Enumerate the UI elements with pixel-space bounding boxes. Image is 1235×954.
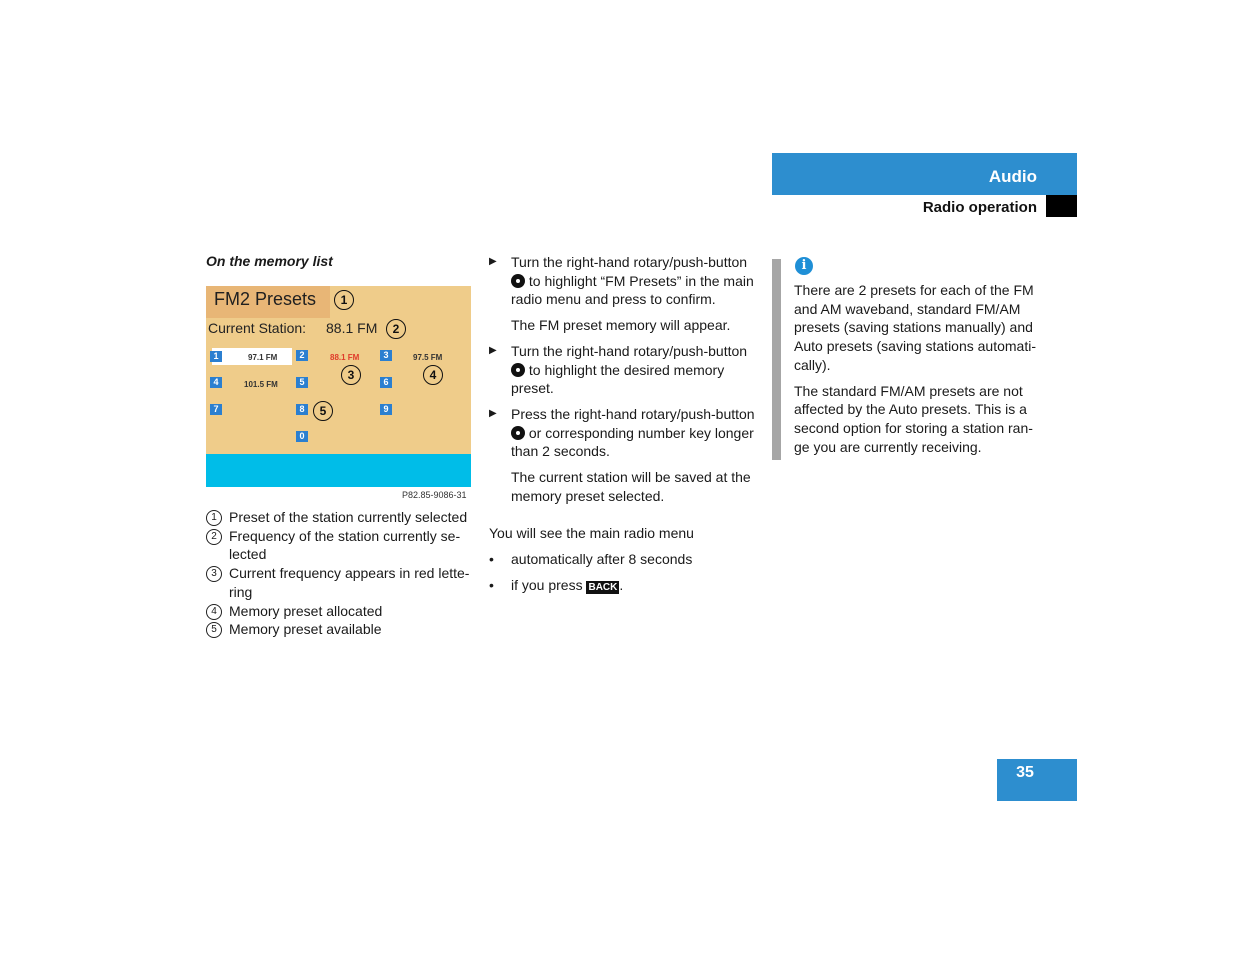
back-key-icon: BACK	[588, 581, 618, 593]
legend-number: 3	[206, 566, 222, 582]
info-paragraph: There are 2 presets for each of the FM and AM waveband, standard FM/AM presets (saving stations manually) and Auto presets (saving stations automati-cally).	[794, 282, 1037, 373]
preset-key-3: 3	[380, 350, 392, 361]
legend-item	[206, 508, 476, 527]
info-icon: i	[795, 257, 813, 275]
callout-2: 2	[386, 319, 406, 339]
info-text	[794, 281, 1044, 463]
legend-item	[206, 527, 476, 564]
bullet-text: if you press	[511, 576, 583, 593]
preset-4-frequency: 101.5 FM	[244, 380, 278, 389]
step-text: Turn the right-hand rotary/push-button	[511, 254, 748, 270]
subsection-marker	[1046, 195, 1077, 217]
instruction-step	[489, 342, 761, 398]
fm-presets-screen	[206, 286, 471, 487]
legend-number: 5	[206, 622, 222, 638]
legend-text: Preset of the station currently selected	[229, 509, 468, 525]
info-paragraph: The standard FM/AM presets are not affected by the Auto presets. This is a second option for storing a station ran-ge you are currently receiving.	[794, 382, 1033, 455]
instruction-step	[489, 253, 761, 309]
legend-number: 1	[206, 510, 222, 526]
current-station-label: Current Station:	[208, 320, 307, 336]
bullet-text: automatically after 8 seconds	[511, 551, 693, 568]
image-reference: P82.85-9086-31	[402, 490, 467, 500]
legend-item	[206, 564, 476, 601]
section-title: Audio	[988, 167, 1037, 186]
step-arrow-icon: ▶	[489, 256, 497, 267]
callout-5: 5	[313, 401, 333, 421]
bullet-item	[489, 550, 761, 569]
callout-3: 3	[341, 365, 361, 385]
step-text: Turn the right-hand rotary/push-button	[511, 342, 748, 359]
legend-number: 4	[206, 604, 222, 620]
legend-list	[206, 508, 476, 639]
legend-text: Memory preset available	[229, 621, 382, 638]
rotary-knob-icon	[511, 363, 525, 377]
bullet-text: .	[619, 576, 624, 593]
preset-key-7: 7	[210, 404, 222, 415]
step-result: The current station will be saved at the memory preset selected.	[511, 469, 751, 504]
main-menu-text: You will see the main radio menu	[489, 525, 694, 542]
legend-text: Memory preset allocated	[229, 602, 383, 619]
bullet-dot-icon: •	[489, 576, 494, 593]
instructions-column	[489, 253, 761, 602]
preset-1-frequency: 97.1 FM	[248, 353, 278, 362]
step-text: Press the right-hand rotary/push-button	[511, 405, 755, 422]
subsection-title: Radio operation	[922, 199, 1037, 216]
preset-key-6: 6	[380, 377, 392, 388]
preset-key-4: 4	[210, 377, 222, 388]
legend-text: Frequency of the station currently se-lected	[229, 527, 461, 563]
current-station-frequency: 88.1 FM	[326, 320, 378, 336]
preset-key-9: 9	[380, 404, 392, 415]
preset-key-1: 1	[210, 351, 222, 362]
callout-4: 4	[423, 365, 443, 385]
step-arrow-icon: ▶	[489, 407, 497, 419]
legend-item	[206, 620, 476, 639]
preset-2-frequency: 88.1 FM	[330, 353, 360, 362]
page-number-box	[997, 759, 1077, 801]
rotary-knob-icon	[511, 426, 525, 440]
preset-3-frequency: 97.5 FM	[413, 353, 443, 362]
step-text: or corresponding number key longer than 2 seconds.	[511, 424, 754, 460]
page-number: 35	[1016, 764, 1034, 781]
rotary-knob-icon	[511, 274, 525, 288]
section-header-bar	[772, 153, 1077, 195]
callout-1: 1	[334, 290, 354, 310]
step-text: to highlight the desired memory preset.	[511, 361, 725, 397]
legend-text: Current frequency appears in red lette-ring	[229, 565, 470, 600]
preset-key-2: 2	[296, 350, 308, 361]
step-text: to highlight “FM Presets” in the main radio menu and press to confirm.	[511, 272, 754, 308]
step-result: The FM preset memory will appear.	[511, 317, 731, 334]
preset-key-5: 5	[296, 377, 308, 388]
legend-number: 2	[206, 529, 222, 545]
preset-key-8: 8	[296, 404, 308, 415]
step-arrow-icon: ▶	[489, 344, 497, 356]
screen-status-bar	[206, 454, 471, 487]
preset-key-0: 0	[296, 431, 308, 442]
instruction-step	[489, 405, 761, 461]
bullet-dot-icon: •	[489, 551, 494, 568]
memory-list-heading: On the memory list	[206, 253, 333, 269]
bullet-item	[489, 576, 761, 595]
info-side-bar	[772, 259, 781, 460]
screen-title: FM2 Presets	[214, 289, 317, 309]
legend-item	[206, 602, 476, 621]
